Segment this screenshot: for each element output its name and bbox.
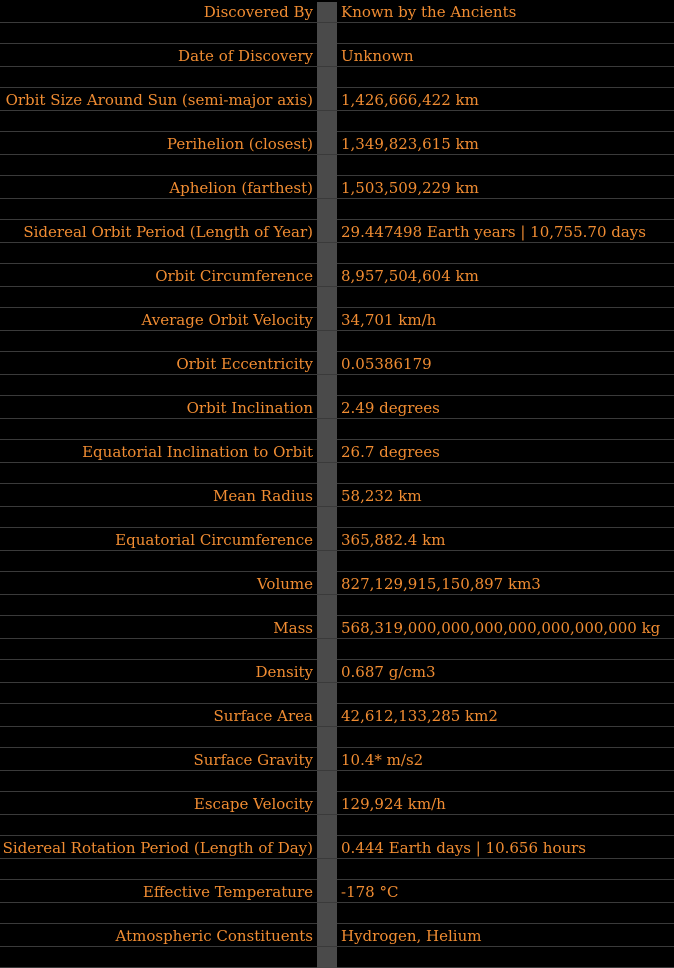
fact-label: Orbit Eccentricity — [176, 355, 313, 373]
column-divider — [317, 132, 337, 176]
column-divider — [317, 528, 337, 572]
fact-label: Orbit Circumference — [155, 267, 313, 285]
fact-label: Average Orbit Velocity — [141, 311, 313, 329]
fact-row — [0, 660, 674, 704]
fact-label: Density — [255, 663, 313, 681]
fact-label: Orbit Size Around Sun (semi-major axis) — [5, 91, 313, 109]
column-divider — [317, 572, 337, 616]
fact-label: Volume — [256, 575, 313, 593]
column-divider — [317, 176, 337, 220]
fact-row — [0, 792, 674, 836]
fact-row — [0, 880, 674, 924]
fact-row — [0, 132, 674, 176]
fact-row — [0, 924, 674, 968]
fact-label: Mass — [273, 619, 313, 637]
fact-value: 365,882.4 km — [341, 531, 446, 549]
fact-value: 129,924 km/h — [341, 795, 446, 813]
column-divider — [317, 748, 337, 792]
fact-value: 0.444 Earth days | 10.656 hours — [341, 839, 587, 857]
fact-row — [0, 220, 674, 264]
fact-label: Surface Gravity — [193, 751, 313, 769]
fact-row — [0, 748, 674, 792]
column-divider — [317, 352, 337, 396]
column-divider — [317, 440, 337, 484]
fact-label: Mean Radius — [213, 487, 313, 505]
fact-label: Discovered By — [203, 3, 313, 21]
fact-row — [0, 0, 674, 44]
fact-row — [0, 352, 674, 396]
fact-value: 10.4* m/s2 — [341, 751, 424, 769]
fact-label: Surface Area — [213, 707, 313, 725]
fact-row — [0, 88, 674, 132]
column-divider — [317, 264, 337, 308]
fact-row — [0, 44, 674, 88]
fact-label: Aphelion (farthest) — [169, 179, 313, 197]
fact-row — [0, 440, 674, 484]
fact-row — [0, 836, 674, 880]
fact-label: Atmospheric Constituents — [115, 927, 313, 945]
fact-label: Escape Velocity — [193, 795, 313, 813]
column-divider — [317, 308, 337, 352]
fact-label: Equatorial Circumference — [115, 531, 313, 549]
fact-value: 0.05386179 — [341, 355, 432, 373]
fact-label: Effective Temperature — [142, 883, 313, 901]
fact-value: 34,701 km/h — [341, 311, 437, 329]
fact-row — [0, 264, 674, 308]
fact-value: Unknown — [341, 47, 414, 65]
column-divider — [317, 704, 337, 748]
fact-value: 26.7 degrees — [341, 443, 440, 461]
column-divider — [317, 924, 337, 968]
fact-label: Sidereal Rotation Period (Length of Day) — [2, 839, 313, 857]
fact-label: Sidereal Orbit Period (Length of Year) — [23, 223, 313, 241]
fact-value: Known by the Ancients — [341, 3, 517, 21]
fact-value: -178 °C — [341, 883, 399, 901]
column-divider — [317, 836, 337, 880]
fact-row — [0, 308, 674, 352]
fact-row — [0, 528, 674, 572]
fact-value: 42,612,133,285 km2 — [341, 707, 498, 725]
fact-value: 2.49 degrees — [341, 399, 440, 417]
fact-value: 568,319,000,000,000,000,000,000,000 kg — [341, 619, 661, 637]
fact-value: 1,503,509,229 km — [341, 179, 479, 197]
fact-row — [0, 704, 674, 748]
fact-label: Perihelion (closest) — [166, 135, 313, 153]
column-divider — [317, 2, 337, 44]
fact-value: 1,426,666,422 km — [341, 91, 479, 109]
fact-value: 8,957,504,604 km — [341, 267, 479, 285]
fact-row — [0, 396, 674, 440]
fact-value: 1,349,823,615 km — [341, 135, 479, 153]
fact-value: 58,232 km — [341, 487, 422, 505]
fact-value: 29.447498 Earth years | 10,755.70 days — [341, 223, 646, 241]
fact-value: Hydrogen, Helium — [341, 927, 482, 945]
column-divider — [317, 88, 337, 132]
fact-row — [0, 616, 674, 660]
column-divider — [317, 220, 337, 264]
fact-row — [0, 572, 674, 616]
column-divider — [317, 660, 337, 704]
fact-value: 827,129,915,150,897 km3 — [341, 575, 541, 593]
fact-value: 0.687 g/cm3 — [341, 663, 436, 681]
fact-label: Date of Discovery — [178, 47, 313, 65]
column-divider — [317, 792, 337, 836]
column-divider — [317, 396, 337, 440]
column-divider — [317, 484, 337, 528]
column-divider — [317, 616, 337, 660]
column-divider — [317, 44, 337, 88]
fact-row — [0, 176, 674, 220]
fact-label: Equatorial Inclination to Orbit — [82, 443, 313, 461]
fact-row — [0, 484, 674, 528]
fact-label: Orbit Inclination — [186, 399, 313, 417]
column-divider — [317, 880, 337, 924]
